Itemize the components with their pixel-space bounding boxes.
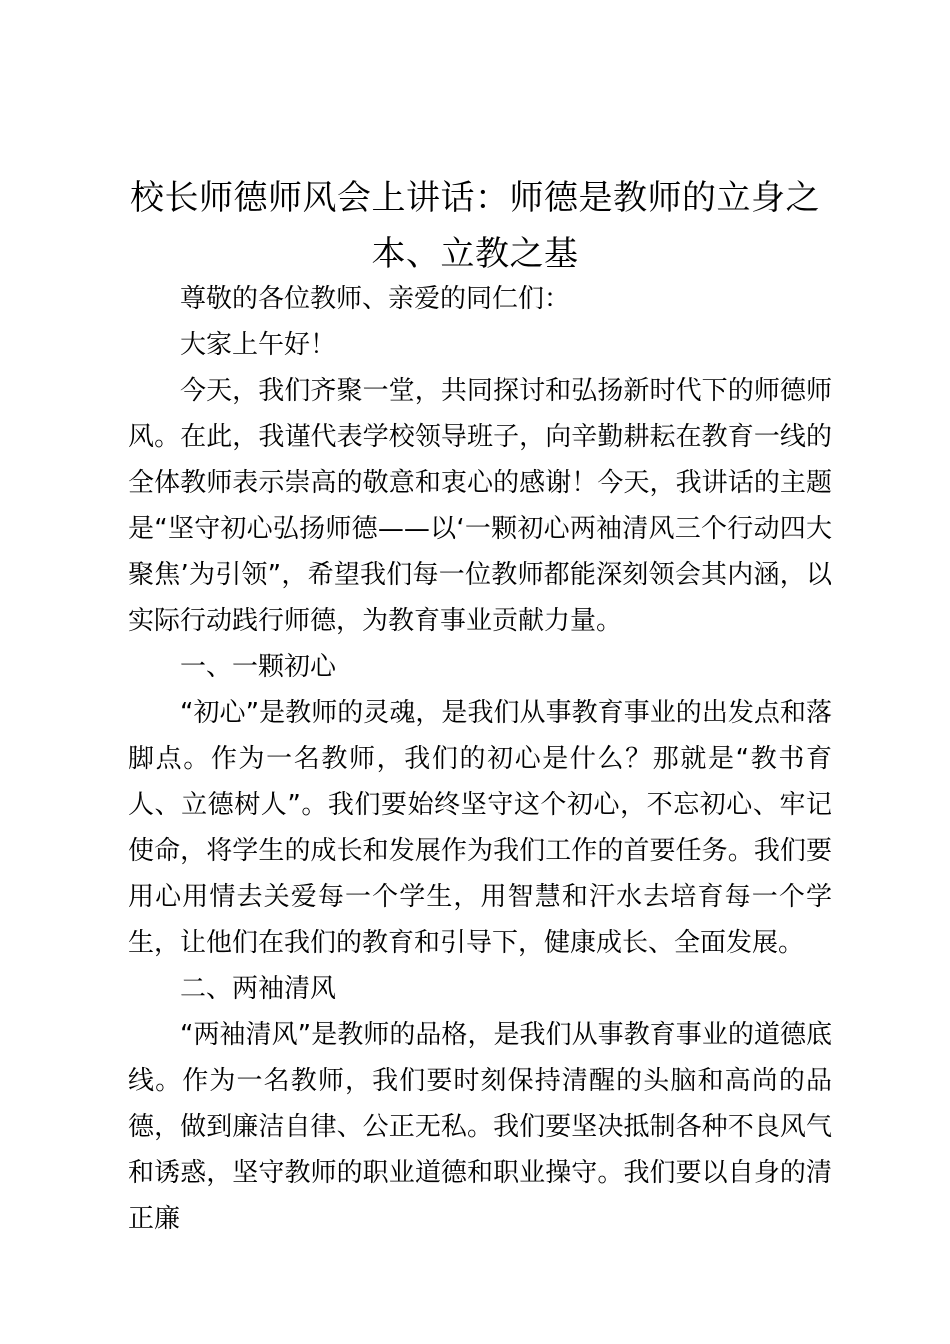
section-2-paragraph: “两袖清风”是教师的品格，是我们从事教育事业的道德底线。作为一名教师，我们要时刻保持清醒的头脑和高尚的品德，做到廉洁自律、公正无私。我们要坚决抵制各种不良风气和诱惑，坚守教师的职业道德和职业操守。我们要以自身的清正廉 (128, 1020, 832, 1234)
section-1-paragraph: “初心”是教师的灵魂，是我们从事教育事业的出发点和落脚点。作为一名教师，我们的初心是什么？那就是“教书育人、立德树人”。我们要始终坚守这个初心，不忘初心、牢记使命，将学生的成长和发展作为我们工作的首要任务。我们要用心用情去关爱每一个学生，用智慧和汗水去培育每一个学生，让他们在我们的教育和引导下，健康成长、全面发展。 (128, 698, 832, 958)
section-heading-2: 二、两袖清风 (180, 974, 337, 1004)
intro-paragraph: 今天，我们齐聚一堂，共同探讨和弘扬新时代下的师德师风。在此，我谨代表学校领导班子，向辛勤耕耘在教育一线的全体教师表示崇高的敬意和衷心的感谢！今天，我讲话的主题是“坚守初心弘扬师德——以‘一颗初心两袖清风三个行动四大聚焦’为引领”，希望我们每一位教师都能深刻领会其内涵，以实际行动践行师德，为教育事业贡献力量。 (128, 376, 832, 636)
section-heading-1: 一、一颗初心 (180, 652, 337, 682)
document-body (128, 276, 832, 1242)
greeting: 大家上午好！ (180, 330, 337, 360)
salutation: 尊敬的各位教师、亲爱的同仁们： (180, 284, 571, 314)
document-title: 校长师德师风会上讲话：师德是教师的立身之本、立教之基 (130, 178, 820, 274)
